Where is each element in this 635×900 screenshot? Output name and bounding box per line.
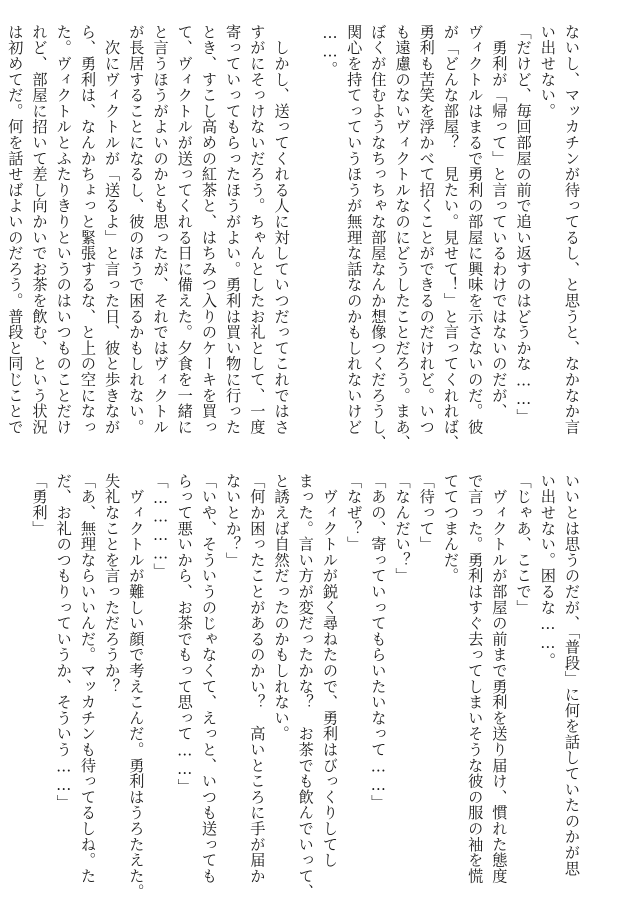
text-line: 寄っていってもらったほうがよい。勇利は買い物に行った (224, 24, 243, 435)
text-block-lower (30, 473, 584, 900)
text-line: 「待って」 (417, 473, 436, 552)
text-line: と言うほうがよいのかとも思ったが、それではヴィクトル (151, 24, 170, 435)
text-line: らって悪いから、お茶でもって思って……」 (175, 473, 194, 795)
text-line: 次にヴィクトルが「送るよ」と言った日、彼と歩きなが (103, 24, 122, 435)
text-line: ヴィクトルはまるで勇利の部屋に興味を示さないのだ。彼 (466, 24, 485, 435)
text-line: 関心を持てっていうほうが無理な話なのかもしれないけど (345, 24, 364, 435)
text-line: 「いや、そういうのじゃなくて、えっと、いつも送っても (199, 473, 218, 884)
text-line: 「あの、寄っていってもらいたいなって……」 (369, 473, 388, 811)
text-line: すがにそっけないだろう。ちゃんとしたお礼として、一度 (248, 24, 267, 435)
text-line: も遠慮のないヴィクトルなのにどうしたことだろう。まあ、 (393, 24, 412, 451)
text-line (294, 24, 318, 426)
text-line: ぼくが住むようなちっちゃな部屋なんか想像つくだろうし、 (369, 24, 388, 451)
text-line: が長居することになるし、彼のほうで困るかもしれない。 (127, 24, 146, 435)
text-line: 「だけど、毎回部屋の前で追い返すのはどうかな……」 (514, 24, 533, 425)
text-line: 「なぜ？」 (345, 473, 364, 552)
text-line: 失礼なことを言っただろうか？ (103, 473, 122, 695)
text-line: 「…………」 (151, 473, 170, 579)
text-line: ヴィクトルが難しい顔で考えこんだ。勇利はうろたえた。 (127, 473, 146, 900)
text-line: 「なんだい？」 (393, 473, 412, 584)
text-line: しかし、送ってくれる人に対していつだってこれではさ (272, 24, 291, 435)
text-line: て、ヴィクトルが送ってくれる日に備えた。夕食を一緒に (175, 24, 194, 435)
text-line: 「何か困ったことがあるのかい？ 高いところに手が届か (248, 473, 267, 884)
text-line: ヴィクトルが鋭く尋ねたので、勇利はびっくりしてし (320, 473, 339, 868)
text-block-upper (6, 24, 584, 451)
text-line: ないし、マッカチンが待ってるし、と思うと、なかなか言 (563, 24, 581, 435)
text-line: い出せない。困るな……。 (538, 473, 557, 669)
text-line: ないとか？」 (224, 473, 243, 568)
text-line: ……。 (320, 24, 339, 77)
text-line: ヴィクトルが部屋の前まで勇利を送り届け、慣れた態度 (490, 473, 509, 884)
text-line: た。ヴィクトルとふたりきりというのはいつものことだけ (54, 24, 73, 435)
text-line: 「あ、無理ならいいんだ。マッカチンも待ってるしね。た (78, 473, 97, 884)
text-line: 「勇利」 (30, 473, 49, 537)
text-line: まった。言い方が変だったかな？ お茶でも飲んでいって、 (296, 473, 315, 900)
text-line: れど、部屋に招いて差し向かいでお茶を飲む、という状況 (30, 24, 49, 435)
text-line: だ、お礼のつもりっていうか、そういう……」 (54, 473, 73, 811)
text-line: と誘えば自然だったのかもしれない。 (272, 473, 291, 742)
text-line: い出せない。 (538, 24, 557, 119)
text-line: 勇利が「帰って」と言っているわけではないのだが、 (490, 24, 509, 419)
text-line: ててつまんだ。 (441, 473, 460, 584)
text-line: 「じゃあ、ここで」 (514, 473, 533, 616)
text-line: とき、すこし高めの紅茶と、はちみつ入りのケーキを買っ (199, 24, 218, 435)
text-line: ら、勇利は、なんかちょっと緊張するな、と上の空になっ (78, 24, 97, 435)
text-line: で言った。勇利はすぐ去ってしまいそうな彼の服の袖を慌 (466, 473, 485, 884)
text-line: 勇利も苦笑を浮かべて招くことができるのだけれど。いつ (417, 24, 436, 435)
text-line: が「どんな部屋？ 見たい。見せて！」と言ってくれれば、 (441, 24, 460, 451)
text-line: いいとは思うのだが、「普段」に何を話していたのかが思 (563, 473, 581, 877)
text-line: は初めてだ。何を話せばよいのだろう。普段と同じことで (6, 24, 25, 435)
